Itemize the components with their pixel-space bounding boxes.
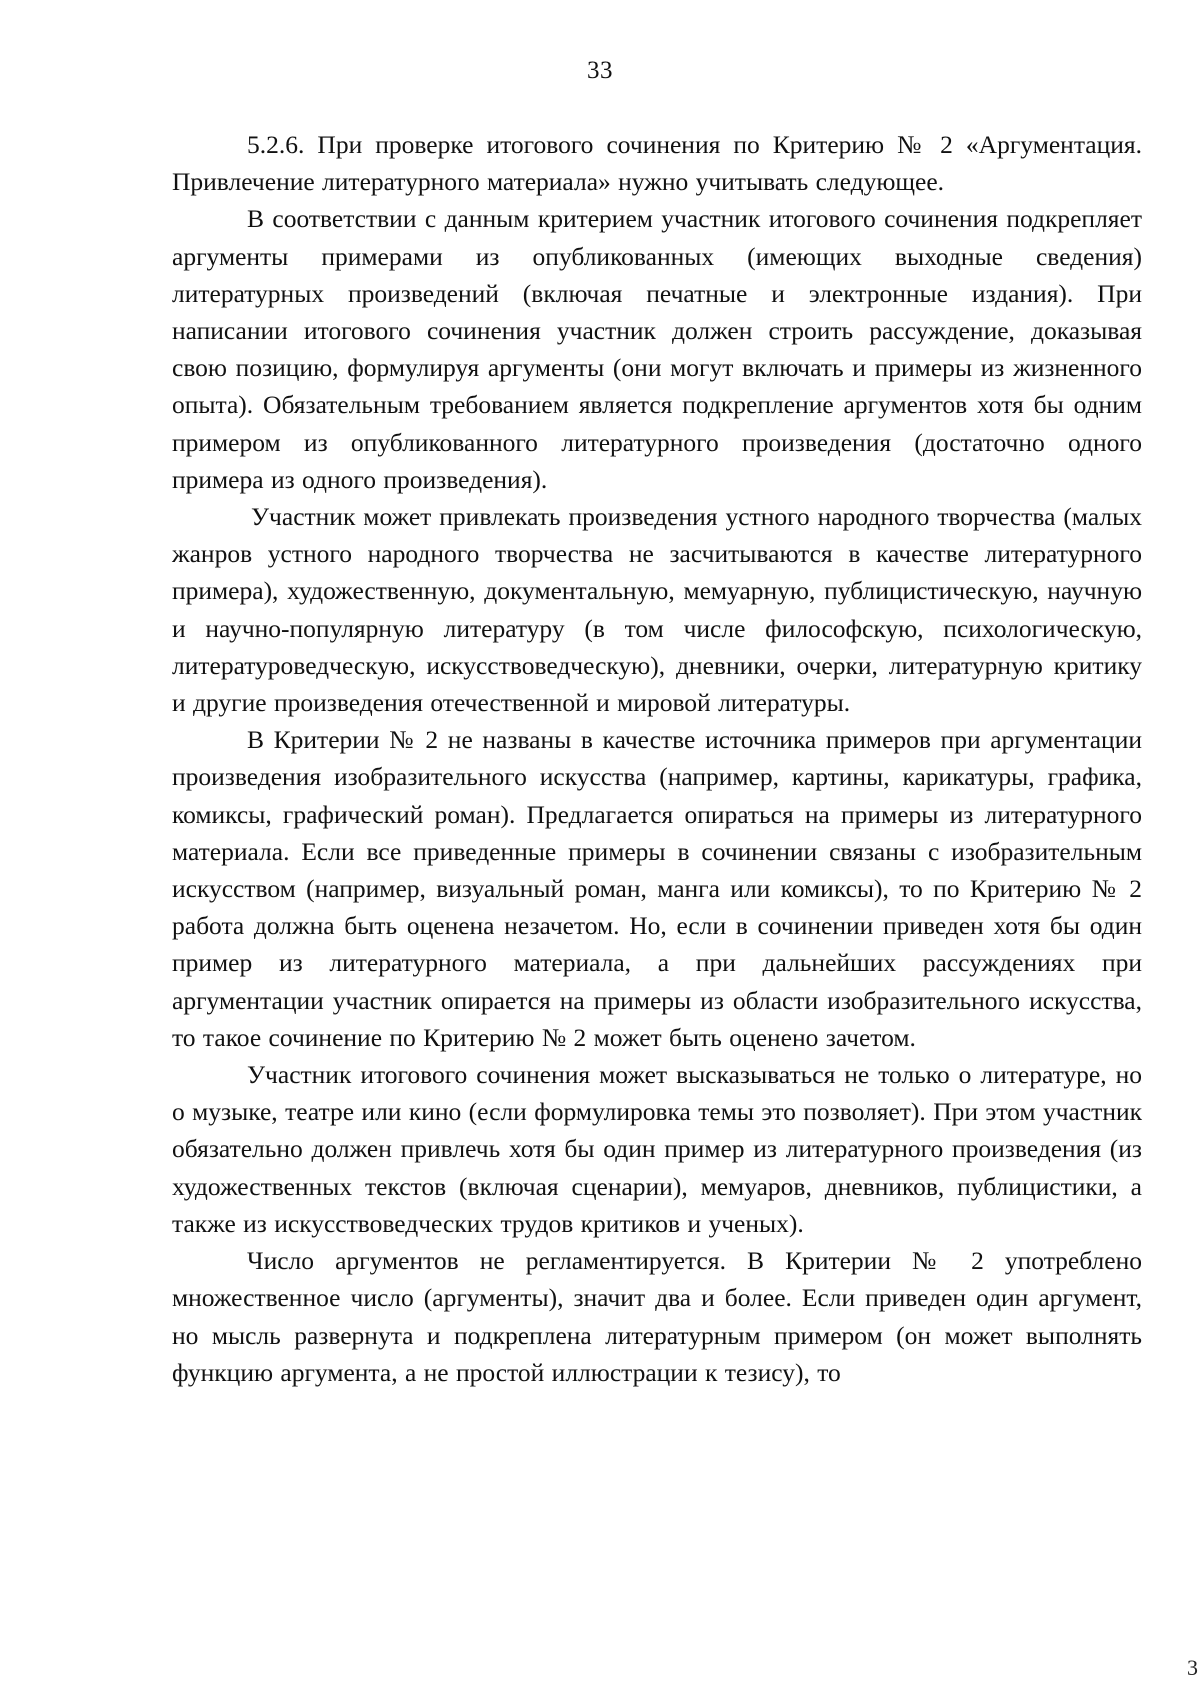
paragraph-visual-art: В Критерии № 2 не названы в качестве источника примеров при аргументации произведения изобразительного искусства (например, картины, карикатуры, графика, комиксы, графический роман). Предлагается опираться на примеры из литературного материала. Если все приведенные примеры в сочинении связаны с изобразительным искусством (например, визуальный роман, манга или комиксы), то по Критерию № 2 работа должна быть оценена незачетом. Но, если в сочинении приведен хотя бы один пример из литературного материала, а при дальнейших рассуждениях при аргументации участник опирается на примеры из области изобразительного искусства, то такое сочинение по Критерию № 2 может быть оценено зачетом. <box>172 725 1142 1052</box>
paragraph-allowed-sources: Участник может привлекать произведения устного народного творчества (малых жанров устного народного творчества не засчитываются в качестве литературного примера), художественную, документальную, мемуарную, публицистическую, научную и научно-популярную литературу (в том числе философскую, психологическую, литературоведческую, искусствоведческую), дневники, очерки, литературную критику и другие произведения отечественной и мировой литературы. <box>172 502 1142 718</box>
page-number: 33 <box>587 57 613 84</box>
paragraph-argument-count: Число аргументов не регламентируется. В Критерии № 2 употреблено множественное число (аргументы), значит два и более. Если приведен один аргумент, но мысль развернута и подкреплена литературным примером (он может выполнять функцию аргумента, а не простой иллюстрации к тезису), то <box>172 1246 1142 1387</box>
document-body <box>172 126 1142 1391</box>
paragraph-requirements: В соответствии с данным критерием участник итогового сочинения подкрепляет аргументы примерами из опубликованных (имеющих выходные сведения) литературных произведений (включая печатные и электронные издания). При написании итогового сочинения участник должен строить рассуждение, доказывая свою позицию, формулируя аргументы (они могут включать и примеры из жизненного опыта). Обязательным требованием является подкрепление аргументов хотя бы одним примером из опубликованного литературного произведения (достаточно одного примера из одного произведения). <box>172 204 1142 494</box>
paragraph-criterion-heading: 5.2.6. При проверке итогового сочинения по Критерию № 2 «Аргументация. Привлечение литературного материала» нужно учитывать следующее. <box>172 130 1142 197</box>
edge-mark: 3 <box>1187 1655 1198 1680</box>
paragraph-music-theatre-cinema: Участник итогового сочинения может высказываться не только о литературе, но о музыке, театре или кино (если формулировка темы это позволяет). При этом участник обязательно должен привлечь хотя бы один пример из литературного произведения (из художественных текстов (включая сценарии), мемуаров, дневников, публицистики, а также из искусствоведческих трудов критиков и ученых). <box>172 1060 1142 1238</box>
